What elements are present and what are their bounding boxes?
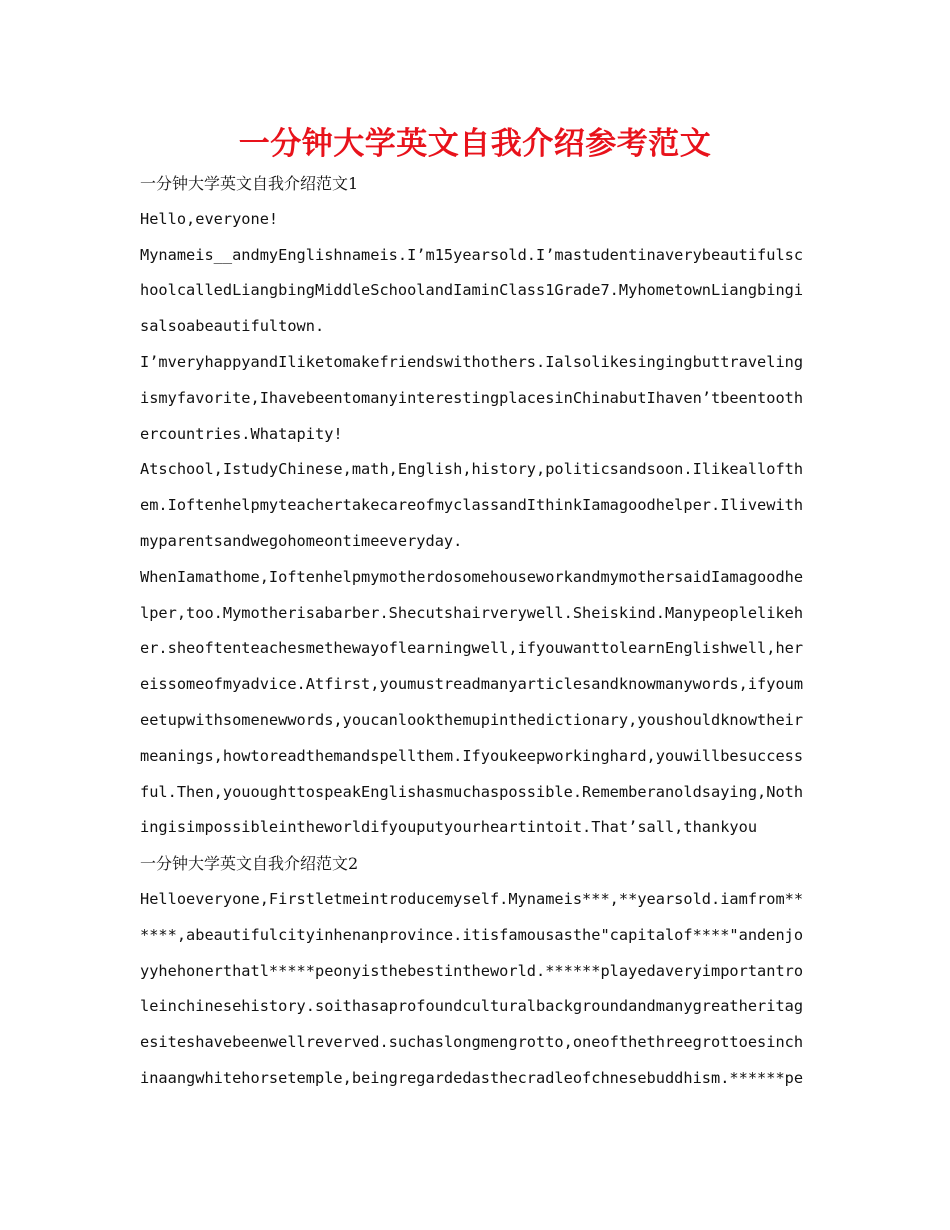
document-body xyxy=(140,166,812,1097)
paragraph: Hello,everyone! xyxy=(140,209,279,228)
paragraph: Mynameis__andmyEnglishnameis.I’m15yearsold.I’mastudentinaverybeautifulschoolcalledLiangbingMiddleSchoolandIaminClass1Grade7.MyhometownLiangbingisalsoabeautifultown. xyxy=(140,245,804,336)
section-heading-1: 一分钟大学英文自我介绍范文1 xyxy=(140,174,359,193)
document-title: 一分钟大学英文自我介绍参考范文 xyxy=(238,126,712,162)
paragraph: I’mveryhappyandIliketomakefriendswithothers.Ialsolikesingingbuttravelingismyfavorite,IhavebeentomanyinterestingplacesinChinabutIhaven’tbeentoothercountries.Whatapity! xyxy=(140,352,804,443)
section-heading-2: 一分钟大学英文自我介绍范文2 xyxy=(140,854,359,874)
paragraph: Helloeveryone,Firstletmeintroducemyself.Mynameis***,**yearsold.iamfrom******,abeautifulcityinhenanprovince.itisfamousasthe"capitalof****"andenjoyyhehonerthatl*****peonyisthebestintheworld.******playedaveryimportantroleinchinesehistory.soithasaprofoundculturalbackgroundandmanygreatheritagesiteshavebeenwellreverved.suchaslongmengrotto,oneofthethreegrottoesinchinaangwhitehorsetemple,beingregardedasthecradleofchnesebuddhism.******pe xyxy=(140,889,804,1087)
paragraph: Atschool,IstudyChinese,math,English,history,politicsandsoon.Ilikeallofthem.IoftenhelpmyteachertakecareofmyclassandIthinkIamagoodhelper.Ilivewithmyparentsandwegohomeontimeeveryday. xyxy=(140,460,804,550)
paragraph: WhenIamathome,IoftenhelpmymotherdosomehouseworkandmymothersaidIamagoodhelper,too.Mymotherisabarber.Shecutshairverywell.Sheiskind.Manypeoplelikeher.sheoftenteachesmethewayoflearningwell,ifyouwanttolearnEnglishwell,hereissomeofmyadvice.Atfirst,youmustreadmanyarticlesandknowmanywords,ifyoumeetupwithsomenewwords,youcanlookthemupinthedictionary,youshouldknowtheirmeanings,howtoreadthemandspellthem.Ifyoukeepworkinghard,youwillbesuccessful.Then,yououghttospeakEnglishasmuchaspossible.Rememberanoldsaying,Nothingisimpossibleintheworldifyouputyourheartintoit.That’sall,thankyou xyxy=(140,567,804,837)
